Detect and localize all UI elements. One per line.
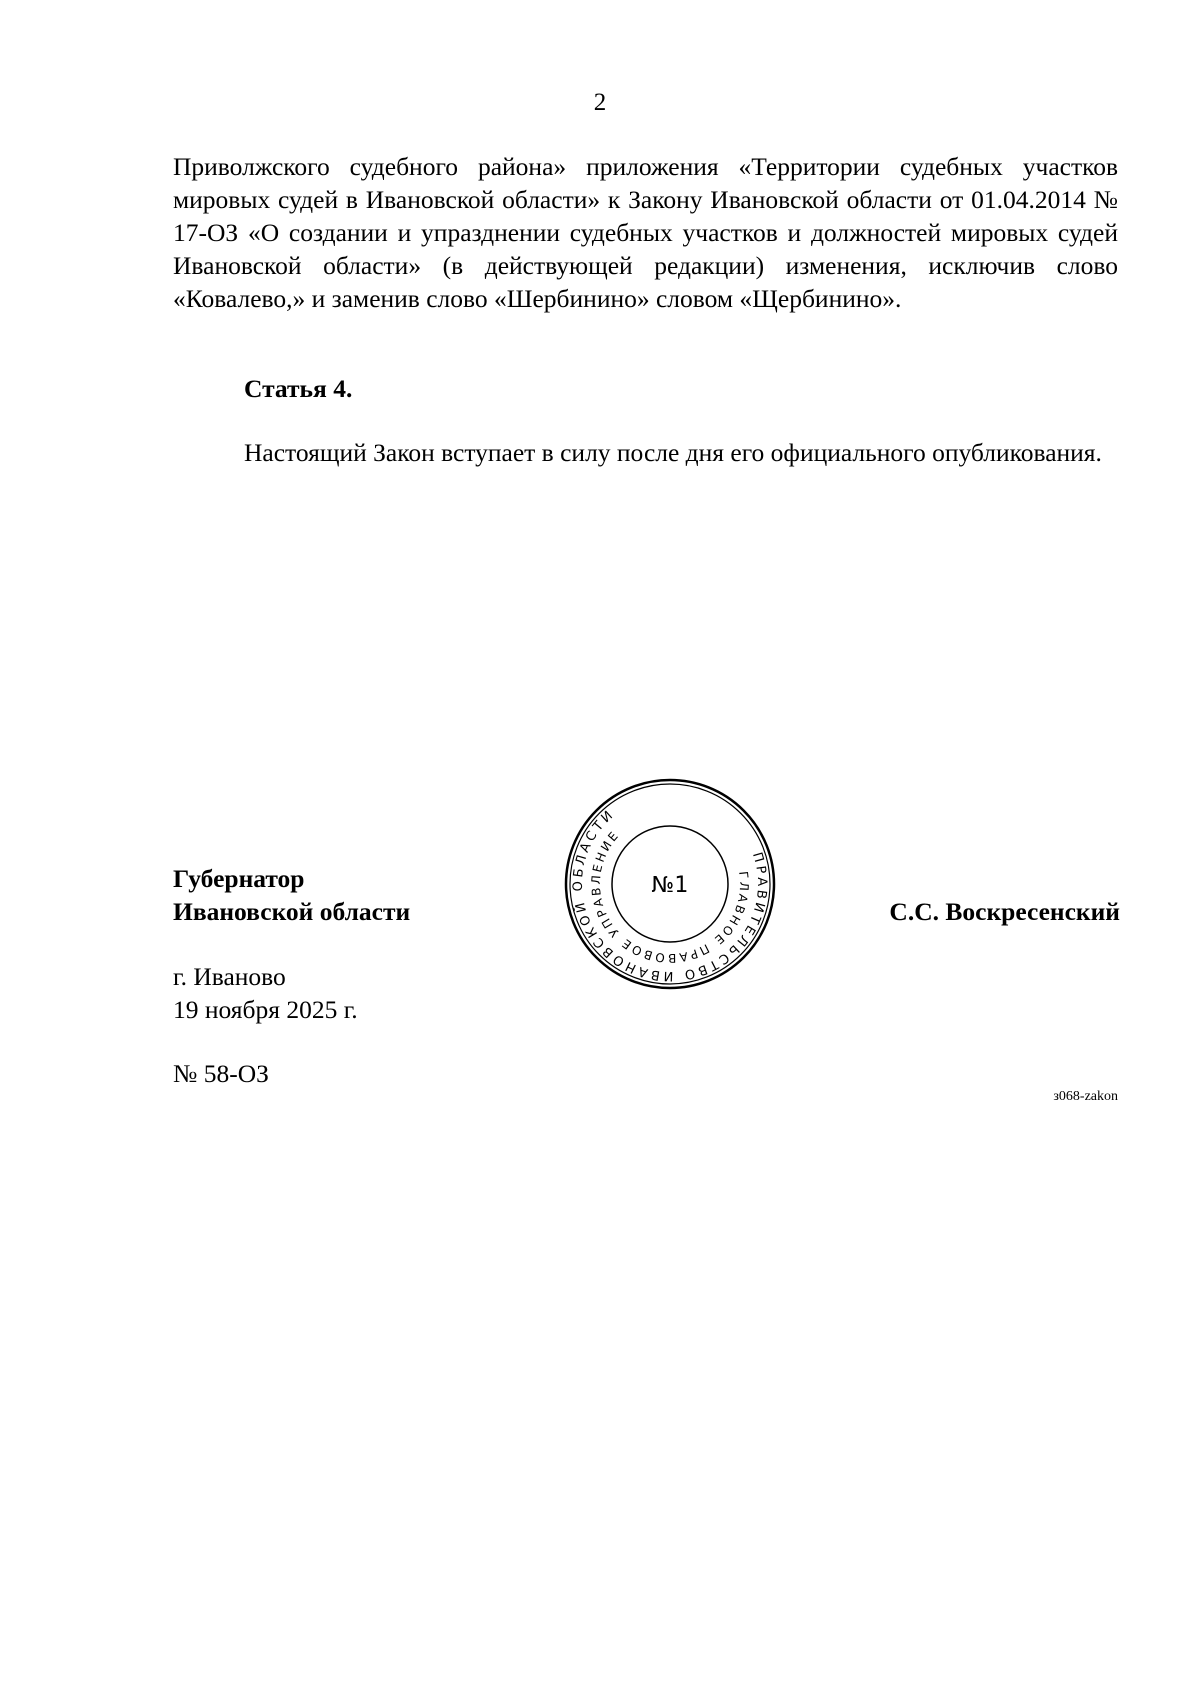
article-heading: Статья 4. — [244, 374, 353, 403]
signatory-title-line-1: Губернатор — [173, 864, 305, 893]
law-number: № 58-ОЗ — [173, 1059, 269, 1088]
signatory-name: С.С. Воскресенский — [889, 897, 1120, 926]
document-code: з068-zakon — [1053, 1089, 1118, 1104]
official-seal — [562, 776, 778, 992]
page-number: 2 — [593, 89, 607, 116]
signatory-title — [173, 862, 410, 928]
seal-graphic — [562, 776, 778, 992]
body-paragraph — [173, 150, 1118, 315]
seal-outer-textpath: ПРАВИТЕЛЬСТВО ИВАНОВСКОЙ ОБЛАСТИ — [570, 806, 770, 984]
seal-inner-textpath: ГЛАВНОЕ ПРАВОВОЕ УПРАВЛЕНИЕ — [588, 827, 752, 966]
date: 19 ноября 2025 г. — [173, 995, 358, 1024]
signatory-title-line-2: Ивановской области — [173, 897, 411, 926]
body-paragraph-text: Приволжского судебного района» приложения «Территории судебных участков мировых судей в Ивановской области» к Закону Ивановской области от 01.04.2014 № 17-ОЗ «О создании и упразднении судебных участков и должностей мировых судей Ивановской области» (в действующей редакции) изменения, исключив слово «Ковалево,» и заменив слово «Шербинино» словом «Щербинино». — [173, 152, 1118, 313]
seal-center-text: №1 — [651, 873, 689, 898]
city: г. Иваново — [173, 962, 286, 991]
place-and-date — [173, 960, 358, 1026]
article-text: Настоящий Закон вступает в силу после дня его официального опубликования. — [244, 438, 1102, 467]
